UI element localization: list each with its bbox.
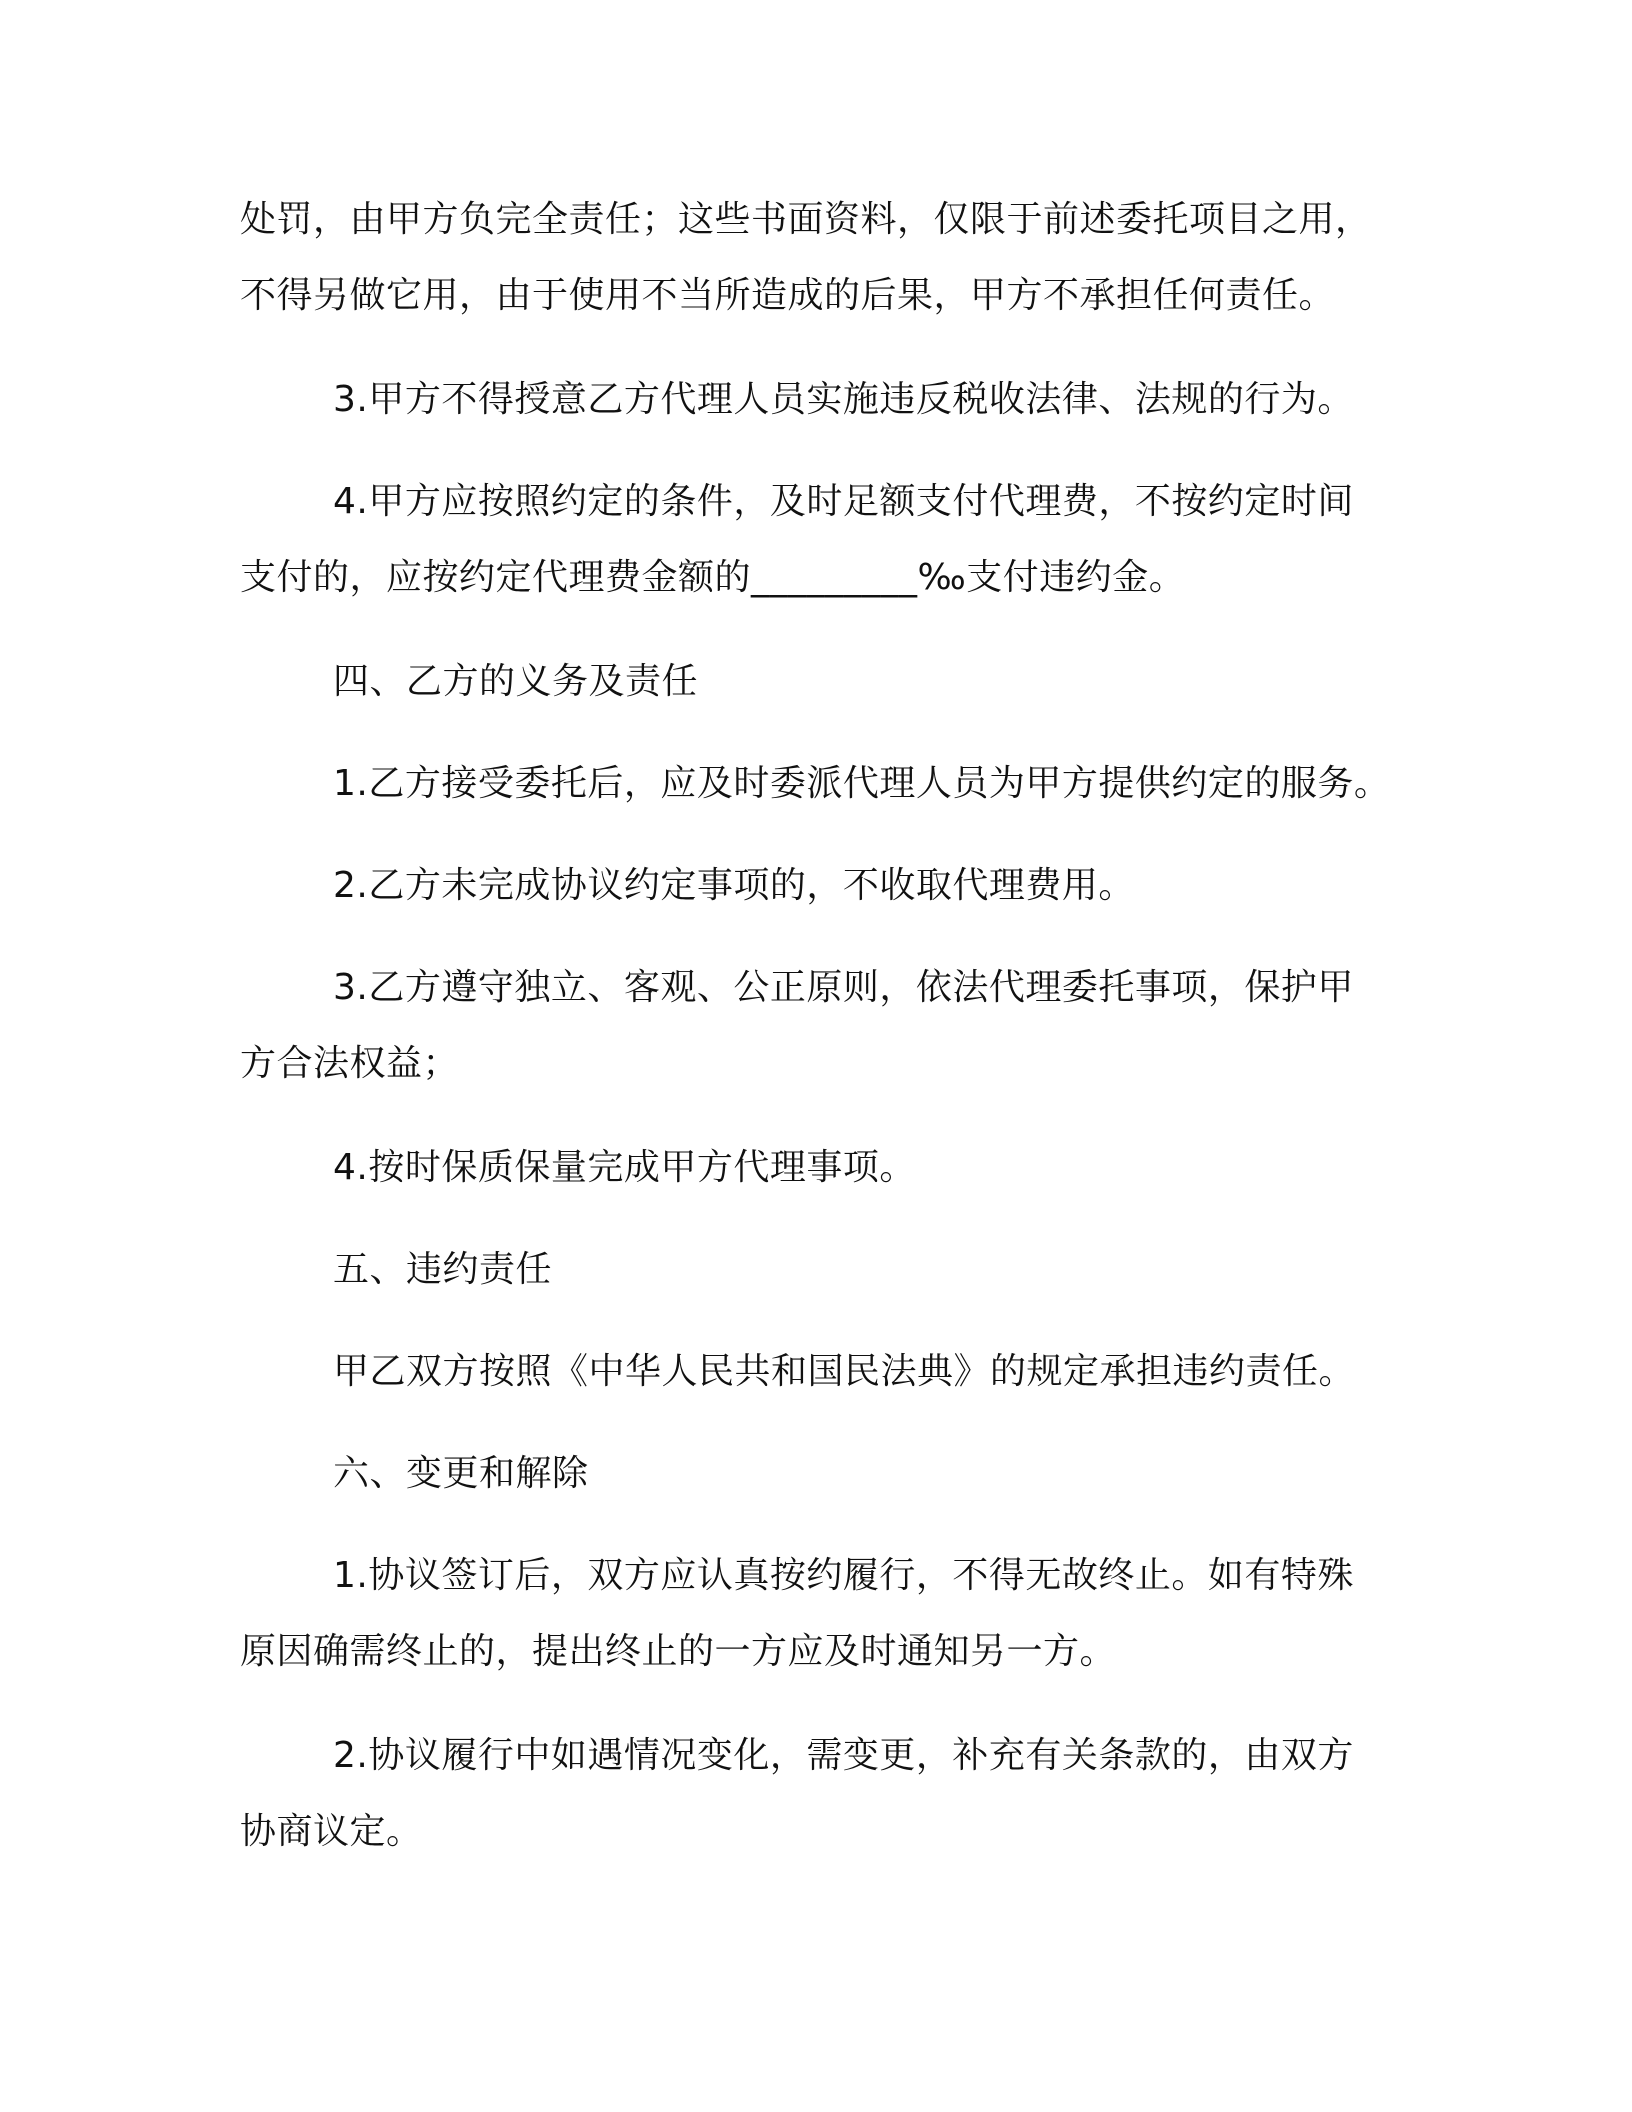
section-heading: 五、违约责任 [333,1249,553,1290]
paragraph-line: 3.甲方不得授意乙方代理人员实施违反税收法律、法规的行为。 [333,379,1354,420]
paragraph-line: 处罚，由甲方负完全责任；这些书面资料，仅限于前述委托项目之用， [240,199,1372,240]
paragraph-line: 2.协议履行中如遇情况变化，需变更，补充有关条款的，由双方 [333,1735,1354,1776]
paragraph-line: 原因确需终止的，提出终止的一方应及时通知另一方。 [240,1631,1117,1672]
paragraph-line: 协商议定。 [240,1811,423,1852]
paragraph-line: 3.乙方遵守独立、客观、公正原则，依法代理委托事项，保护甲 [333,967,1354,1008]
section-heading: 六、变更和解除 [333,1453,589,1494]
paragraph-line: 2.乙方未完成协议约定事项的，不收取代理费用。 [333,865,1135,906]
paragraph-line: 4.按时保质保量完成甲方代理事项。 [333,1147,916,1188]
paragraph-line: 支付的，应按约定代理费金额的_________‰支付违约金。 [240,557,1186,598]
paragraph-line: 不得另做它用，由于使用不当所造成的后果，甲方不承担任何责任。 [240,275,1336,316]
section-heading: 四、乙方的义务及责任 [333,661,699,702]
paragraph-line: 1.协议签订后，双方应认真按约履行，不得无故终止。如有特殊 [333,1555,1354,1596]
paragraph-line: 4.甲方应按照约定的条件，及时足额支付代理费，不按约定时间 [333,481,1354,522]
paragraph-line: 甲乙双方按照《中华人民共和国民法典》的规定承担违约责任。 [333,1351,1356,1392]
paragraph-line: 1.乙方接受委托后，应及时委派代理人员为甲方提供约定的服务。 [333,763,1391,804]
paragraph-line: 方合法权益； [240,1043,460,1084]
